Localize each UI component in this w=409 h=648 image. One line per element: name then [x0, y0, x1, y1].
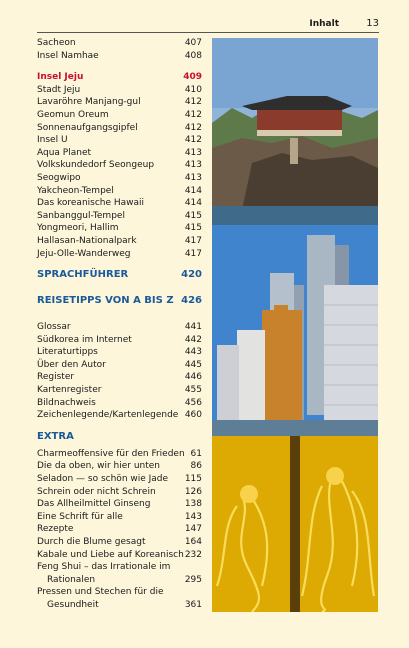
toc-entry	[37, 71, 202, 84]
toc-entry-title: Stadt Jeju	[37, 84, 81, 95]
toc-entry-page: 417	[184, 248, 202, 259]
toc-entry-title: Pressen und Stechen für die	[37, 587, 164, 598]
toc-entry-page: 164	[184, 537, 202, 547]
toc-entry	[37, 486, 202, 499]
toc-entry-title: Literaturtipps	[37, 347, 98, 358]
toc-entry-title: Kartenregister	[37, 385, 102, 396]
toc-entry	[37, 321, 202, 334]
toc-entry	[37, 498, 202, 511]
toc-entry-page: 295	[184, 574, 202, 585]
toc-entry	[37, 599, 202, 612]
toc-entry	[37, 448, 202, 461]
toc-entry	[37, 536, 202, 549]
toc-entry	[37, 122, 202, 135]
toc-entry-title: Seladon — so schön wie Jade	[37, 474, 169, 485]
toc-entry-page: 441	[184, 322, 202, 333]
toc-entry-page: 412	[184, 97, 202, 108]
toc-entry-title: Aqua Planet	[37, 147, 92, 158]
toc-entry	[37, 222, 202, 235]
ginseng-jars-photo	[212, 436, 378, 612]
toc-entry-title: Yongmeori, Hallim	[37, 223, 119, 234]
toc-entry-title: Seogwipo	[37, 172, 81, 183]
toc-entry	[37, 50, 202, 63]
toc-entry-page: 460	[184, 410, 202, 421]
photo-column	[212, 38, 378, 612]
toc-entry-page: 420	[181, 269, 202, 281]
toc-entry	[37, 460, 202, 473]
toc-entry	[37, 210, 202, 223]
toc-entry	[37, 334, 202, 347]
toc-entry-title: Glossar	[37, 322, 71, 333]
toc-spacer	[37, 62, 202, 71]
toc-entry-title: Südkorea im Internet	[37, 334, 132, 345]
toc-spacer	[37, 422, 202, 431]
toc-entry-title: Sacheon	[37, 38, 76, 48]
toc-entry-page: 413	[184, 160, 202, 171]
toc-entry-page: 413	[184, 172, 202, 183]
toc-entry	[37, 147, 202, 160]
page-number: 13	[366, 18, 379, 29]
toc-entry-title: Volkskundedorf Seongeup	[37, 160, 155, 171]
toc-entry-page: 412	[184, 135, 202, 146]
toc-entry	[37, 197, 202, 210]
toc-entry	[37, 346, 202, 359]
temple-on-rock-photo	[212, 38, 378, 225]
toc-entry-page: 456	[184, 397, 202, 408]
toc-spacer	[37, 312, 202, 321]
toc-entry-title: Insel Jeju	[37, 72, 84, 83]
toc-entry-title: Kabale und Liebe auf Koreanisch	[37, 549, 184, 560]
toc-entry-page: 414	[184, 185, 202, 196]
toc-entry-page: 410	[184, 84, 202, 95]
toc-entry	[37, 397, 202, 410]
toc-entry-page: 412	[184, 122, 202, 133]
toc-entry-page: 414	[184, 198, 202, 209]
toc-entry-page: 415	[184, 223, 202, 234]
toc-entry	[37, 295, 202, 312]
toc-entry-title: Sonnenaufgangsgipfel	[37, 122, 138, 133]
toc-entry	[37, 384, 202, 397]
toc-entry	[37, 574, 202, 587]
toc-entry-page: 442	[184, 334, 202, 345]
toc-entry-page: 61	[190, 448, 202, 459]
toc-entry	[37, 235, 202, 248]
toc-entry-title: Rezepte	[37, 524, 74, 535]
toc-entry-title: EXTRA	[37, 430, 74, 442]
toc-entry	[37, 96, 202, 109]
toc-entry	[37, 359, 202, 372]
toc-entry-page: 455	[184, 385, 202, 396]
toc-entry-page: 415	[184, 210, 202, 221]
skyscrapers-photo	[212, 225, 378, 436]
toc-entry-title: Yakcheon-Tempel	[37, 185, 114, 196]
toc-entry-title: Das Allheilmittel Ginseng	[37, 499, 151, 510]
toc-entry-title: Sanbanggul-Tempel	[37, 210, 125, 221]
toc-entry-title: Register	[37, 372, 75, 383]
toc-entry-title: Jeju-Olle-Wanderweg	[37, 248, 131, 259]
toc-entry-title: REISETIPPS VON A BIS Z	[37, 295, 174, 307]
toc-entry-title: Bildnachweis	[37, 397, 96, 408]
toc-entry	[37, 431, 202, 448]
toc-entry-title: SPRACHFÜHRER	[37, 269, 129, 281]
page-header	[37, 18, 379, 33]
toc-entry-page: 138	[184, 499, 202, 510]
toc-entry-title: Die da oben, wir hier unten	[37, 461, 161, 472]
toc-entry	[37, 586, 202, 599]
toc-entry-page: 407	[184, 38, 202, 48]
toc-entry-title: Feng Shui – das Irrationale im	[37, 562, 171, 573]
toc-entry-page: 408	[184, 50, 202, 61]
toc-entry	[37, 523, 202, 536]
toc-entry-title: Insel U	[37, 135, 68, 146]
toc-entry-page: 445	[184, 359, 202, 370]
toc-entry-title: Hallasan-Nationalpark	[37, 235, 137, 246]
toc-entry-title: Rationalen	[47, 574, 96, 585]
toc-entry-title: Das koreanische Hawaii	[37, 198, 145, 209]
toc-entry-page: 361	[184, 599, 202, 610]
toc-entry-title: Schrein oder nicht Schrein	[37, 486, 156, 497]
toc-entry	[37, 269, 202, 286]
toc-entry	[37, 409, 202, 422]
toc-entry	[37, 109, 202, 122]
toc-entry	[37, 473, 202, 486]
toc-entry-page: 417	[184, 235, 202, 246]
toc-entry	[37, 159, 202, 172]
toc-entry	[37, 84, 202, 97]
toc-entry-page: 126	[184, 486, 202, 497]
toc-entry	[37, 549, 202, 562]
toc-entry	[37, 511, 202, 524]
toc-entry	[37, 37, 202, 50]
toc-entry-page: 413	[184, 147, 202, 158]
toc-entry	[37, 371, 202, 384]
toc-entry	[37, 134, 202, 147]
toc-entry-page: 232	[184, 549, 202, 560]
toc-spacer	[37, 260, 202, 269]
toc-spacer	[37, 286, 202, 295]
toc-entry-title: Charmeoffensive für den Frieden	[37, 448, 185, 459]
toc-entry-page: 446	[184, 372, 202, 383]
toc-entry-title: Gesundheit	[47, 599, 99, 610]
toc-entry-title: Über den Autor	[37, 359, 106, 370]
toc-entry-title: Insel Namhae	[37, 50, 99, 61]
toc-entry-page: 443	[184, 347, 202, 358]
toc-entry-title: Geomun Oreum	[37, 109, 109, 120]
toc-entry-page: 147	[184, 524, 202, 535]
toc-entry	[37, 248, 202, 261]
section-title: Inhalt	[309, 19, 339, 29]
toc-entry	[37, 172, 202, 185]
toc-entry-page: 86	[190, 461, 202, 472]
toc-entry-page: 412	[184, 109, 202, 120]
table-of-contents	[37, 37, 202, 612]
toc-entry-page: 426	[181, 295, 202, 307]
toc-entry-title: Eine Schrift für alle	[37, 511, 123, 522]
toc-entry-page: 409	[183, 72, 202, 83]
toc-entry-title: Durch die Blume gesagt	[37, 537, 146, 547]
toc-entry-title: Zeichenlegende/Kartenlegende	[37, 410, 179, 421]
toc-entry	[37, 185, 202, 198]
toc-entry-title: Lavaröhre Manjang-gul	[37, 97, 141, 108]
toc-entry	[37, 561, 202, 574]
toc-entry-page: 115	[184, 474, 202, 485]
toc-entry-page: 143	[184, 511, 202, 522]
